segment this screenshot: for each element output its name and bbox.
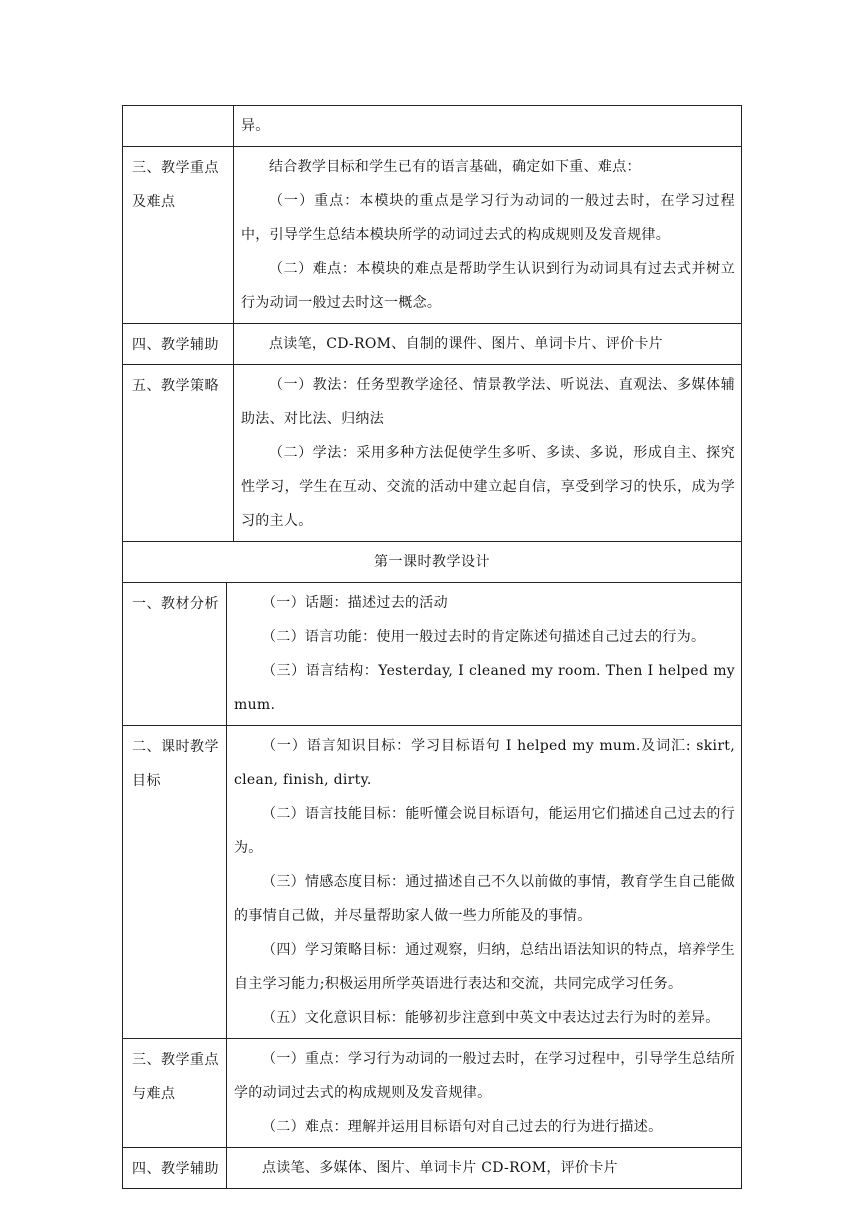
row-label: 一、教材分析 xyxy=(123,583,227,725)
lesson-plan-table xyxy=(122,105,742,1189)
row-content xyxy=(227,1039,741,1147)
paragraph: 结合教学目标和学生已有的语言基础，确定如下重、难点： xyxy=(269,159,641,175)
paragraph: （一）话题：描述过去的活动 xyxy=(262,595,448,611)
table-row xyxy=(123,583,741,726)
row-content xyxy=(234,365,741,541)
paragraph: （五）文化意识目标：能够初步注意到中英文中表达过去行为时的差异。 xyxy=(262,1010,720,1026)
paragraph: （三）语言结构：Yesterday, I cleaned my room. Then I helped my mum. xyxy=(234,663,735,713)
row-content xyxy=(227,583,741,725)
paragraph: （一）重点：本模块的重点是学习行为动词的一般过去时，在学习过程中，引导学生总结本模块所学的动词过去式的构成规则及发音规律。 xyxy=(241,193,735,243)
paragraph: （二）语言技能目标：能听懂会说目标语句，能运用它们描述自己过去的行为。 xyxy=(234,806,735,856)
paragraph: （二）语言功能：使用一般过去时的肯定陈述句描述自己过去的行为。 xyxy=(262,629,706,645)
row-content xyxy=(234,324,741,364)
paragraph: （二）学法：采用多种方法促使学生多听、多读、多说，形成自主、探究性学习，学生在互动、交流的活动中建立起自信，享受到学习的快乐，成为学习的主人。 xyxy=(241,445,735,529)
row-content xyxy=(227,1148,741,1188)
table-row xyxy=(123,1039,741,1148)
table-row xyxy=(123,726,741,1039)
row-label: 二、课时教学目标 xyxy=(123,726,227,1038)
row-content xyxy=(234,147,741,323)
paragraph: （一）教法：任务型教学途径、情景教学法、听说法、直观法、多媒体辅助法、对比法、归纳法 xyxy=(241,377,735,427)
row-label-empty xyxy=(123,106,234,146)
row-label: 四、教学辅助 xyxy=(123,1148,227,1188)
paragraph: （一）重点：学习行为动词的一般过去时，在学习过程中，引导学生总结所学的动词过去式的构成规则及发音规律。 xyxy=(234,1051,735,1101)
row-label: 四、教学辅助 xyxy=(123,324,234,364)
paragraph: （三）情感态度目标：通过描述自己不久以前做的事情，教育学生自己能做的事情自己做，并尽量帮助家人做一些力所能及的事情。 xyxy=(234,874,735,924)
paragraph: （一）语言知识目标：学习目标语句 I helped my mum.及词汇: skirt, clean, finish, dirty. xyxy=(234,738,735,788)
row-label: 五、教学策略 xyxy=(123,365,234,541)
table-row xyxy=(123,1148,741,1189)
lesson-title: 第一课时教学设计 xyxy=(374,554,490,570)
paragraph: （二）难点：理解并运用目标语句对自己过去的行为进行描述。 xyxy=(262,1119,663,1135)
table-row xyxy=(123,365,741,542)
table-row xyxy=(123,147,741,324)
paragraph: 点读笔，CD-ROM、自制的课件、图片、单词卡片、评价卡片 xyxy=(269,336,663,352)
row-label: 三、教学重点及难点 xyxy=(123,147,234,323)
paragraph: 点读笔、多媒体、图片、单词卡片 CD-ROM，评价卡片 xyxy=(262,1160,618,1176)
paragraph: （四）学习策略目标：通过观察，归纳，总结出语法知识的特点，培养学生自主学习能力;积极运用所学英语进行表达和交流，共同完成学习任务。 xyxy=(234,942,735,992)
paragraph: 异。 xyxy=(241,118,270,134)
paragraph: （二）难点：本模块的难点是帮助学生认识到行为动词具有过去式并树立行为动词一般过去时这一概念。 xyxy=(241,261,735,311)
table-row xyxy=(123,542,741,583)
row-content xyxy=(227,726,741,1038)
row-label: 三、教学重点与难点 xyxy=(123,1039,227,1147)
table-row xyxy=(123,106,741,147)
row-content xyxy=(234,106,741,146)
table-row xyxy=(123,324,741,365)
